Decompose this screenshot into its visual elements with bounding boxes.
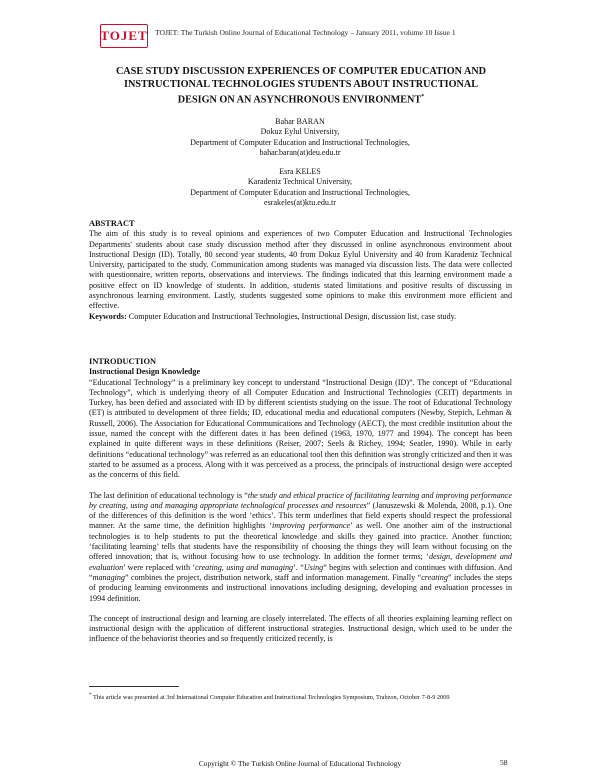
journal-header (100, 24, 520, 50)
journal-header-text: TOJET: The Turkish Online Journal of Educational Technology – January 2011, volume 10 Issue 1 (155, 28, 456, 37)
introduction-paragraph-3: The concept of instructional design and learning are closely interrelated. The effects of all theories explaining learning reflect on instructional design with the application of different instructional strategies. Instructional design, which used to be under the influence of the behaviorist theories and so frequently criticized recently, is (89, 613, 512, 644)
footnote-text: This article was presented at 3rd International Computer Education and Instructional Technologies Symposium, Trabzon, October 7-8-9 2009 (92, 694, 450, 702)
introduction-subheading: Instructional Design Knowledge (89, 367, 201, 377)
author-university: Dokuz Eylul University, (260, 127, 340, 137)
author-department: Department of Computer Education and Instructional Technologies, (190, 187, 410, 197)
title-line-3: DESIGN ON AN ASYNCHRONOUS ENVIRONMENT* (177, 94, 425, 106)
author-block-2 (120, 167, 480, 209)
author-university: Karadeniz Technical University, (247, 177, 353, 187)
footnote-divider (89, 686, 179, 687)
keywords-text: Computer Education and Instructional Technologies, Instructional Design, discussion list, case study. (128, 311, 457, 321)
introduction-paragraph-2: The last definition of educational technology is “the study and ethical practice of facilitating learning and improving performance by creating, using and managing appropriate technological processes and resources” (Januszewski & Molenda, 2008, p.1). One of the differences of this definition is the word ‘ethics’. This term underlines that field experts should respect the professional manner. At the same time, the definition highlights ‘improving performance’ as well. One another aim of the instructional technologies is to help students to put the theoretical knowledge and skills they gained into practice. Another function; ‘facilitating learning’ tells that students have the responsibility of choosing the things they will learn without focusing on the offered innovation; that is, without focusing how to use technology. In addition the former terms; ‘design, development and evaluation’ were replaced with ‘creating, using and managing’. “Using” begins with selection and continues with diffusion. And “managing” combines the project, distribution network, staff and information management. Finally “creating” includes the steps of producing learning environments and instructional innovations including designing, developing and evaluation processes in 1994 definition. (89, 490, 513, 603)
paper-title (86, 66, 516, 107)
footnote (89, 692, 512, 702)
title-line-2: INSTRUCTIONAL TECHNOLOGIES STUDENTS ABOUT INSTRUCTIONAL (123, 78, 479, 90)
author-name: Esra KELES (279, 167, 321, 176)
abstract-heading: ABSTRACT (89, 219, 135, 228)
keywords-label: Keywords: (89, 311, 127, 321)
title-line-1: CASE STUDY DISCUSSION EXPERIENCES OF COMPUTER EDUCATION AND (115, 66, 487, 77)
introduction-paragraph-1: “Educational Technology” is a preliminary key concept to understand “Instructional Design (ID)”. The concept of “Educational Technology”, which is underlying theory of all Computer Education and Instructional Technologies (CEIT) departments in Turkey, has been defied and associated with ID by different scientists studying on the issue. The root of Educational Technology (ET) is attributed to development of three fields; ID, educational media and educational computers (Newby, Stepich, Lehman & Russell, 2006). The Association for Educational Communications and Technology (AECT), the most credible institution about the issue, named the concept with the different dates it has been defined (1963, 1970, 1977 and 1994). The concept has been explained in quite different ways in these definitions (Reiser, 2007; Seels & Richey, 1994; Seatler, 1990). While in early definitions “educational technology” was referred as an educational tool then this definition was strongly criticized and then it was started to be assumed as a process. Along with it was perceived as a process, the principals of instructional design were accepted as the concerns of this field. (89, 377, 512, 480)
page-number: 58 (500, 758, 508, 767)
author-department: Department of Computer Education and Instructional Technologies, (190, 137, 410, 147)
introduction-heading: INTRODUCTION (89, 357, 157, 366)
abstract-section (89, 219, 512, 322)
footer-copyright: Copyright © The Turkish Online Journal of Educational Technology (198, 759, 402, 768)
introduction-section (89, 357, 512, 645)
author-block-1 (120, 117, 480, 159)
footnote-mark: * (89, 693, 92, 698)
author-email[interactable]: bahar.baran(at)deu.edu.tr (259, 148, 341, 158)
author-email[interactable]: esrakeles(at)ktu.edu.tr (264, 198, 336, 208)
keywords (89, 312, 512, 322)
title-footnote-mark[interactable]: * (421, 94, 425, 101)
abstract-text: The aim of this study is to reveal opinions and experiences of two Computer Education and Instructional Technologies Departments' students about case study discussion method after they discussed in online asynchronous environment about Instructional Design (ID). Totally, 80 second year students, 40 from Dokuz Eylul University and 40 from Karadeniz Technical University, participated to the study. Communication among students was managed via discussion lists. The data were collected with questionnaire, written reports, observations and interviews. The findings indicated that this learning environment made a positive effect on ID knowledge of students. In addition, students stated limitations and positive results of discussing in asynchronous learning environment. Lastly, students suggested some opinions to make this environment more efficient and effective. (89, 229, 512, 311)
tojet-logo: TOJET (100, 24, 148, 48)
author-name: Bahar BARAN (275, 117, 325, 126)
